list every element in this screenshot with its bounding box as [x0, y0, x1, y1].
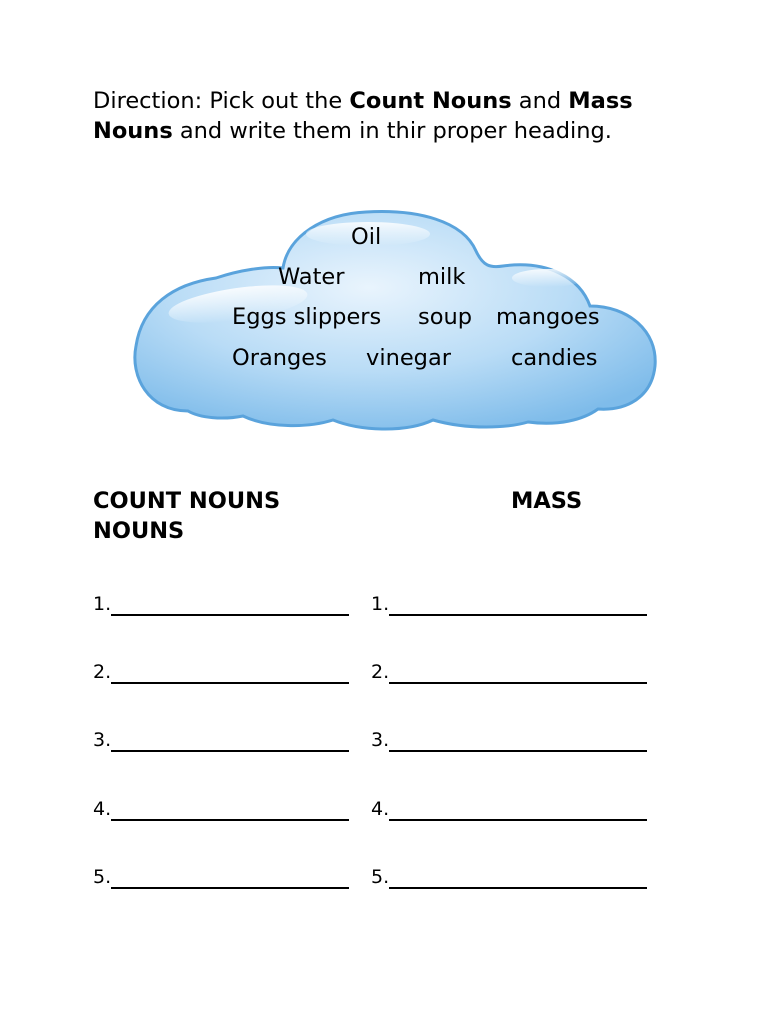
- count-answer-row: [93, 797, 349, 821]
- mass-answer-number: 4.: [371, 798, 390, 820]
- count-answer-blank[interactable]: [111, 801, 349, 821]
- count-answer-row: [93, 728, 349, 752]
- count-answer-blank[interactable]: [111, 869, 349, 889]
- mass-answer-blank[interactable]: [389, 596, 647, 616]
- count-answer-number: 3.: [93, 729, 112, 751]
- cloud-word-milk: milk: [418, 264, 466, 290]
- cloud-word-oil: Oil: [351, 224, 382, 250]
- cloud-word-candies: candies: [511, 345, 598, 371]
- cloud-word-soup: soup: [418, 304, 473, 330]
- count-answer-blank[interactable]: [111, 732, 349, 752]
- direction-prefix: Direction: Pick out the: [93, 88, 350, 114]
- mass-answer-number: 5.: [371, 866, 390, 888]
- count-answer-row: [93, 660, 349, 684]
- count-answer-number: 5.: [93, 866, 112, 888]
- mass-answer-blank[interactable]: [389, 732, 647, 752]
- mass-answer-row: [371, 660, 647, 684]
- mass-answer-row: [371, 728, 647, 752]
- mass-answer-number: 2.: [371, 661, 390, 683]
- cloud-word-water: Water: [278, 264, 345, 290]
- count-answer-row: [93, 865, 349, 889]
- count-answer-number: 1.: [93, 593, 112, 615]
- mass-answer-number: 3.: [371, 729, 390, 751]
- direction-count-nouns: Count Nouns: [349, 88, 512, 114]
- cloud-word-vinegar: vinegar: [366, 345, 451, 371]
- mass-answer-row: [371, 797, 647, 821]
- mass-answer-blank[interactable]: [389, 801, 647, 821]
- cloud-word-eggs-slippers: Eggs slippers: [232, 304, 382, 330]
- direction-suffix: and write them in thir proper heading.: [172, 118, 612, 144]
- mass-answer-number: 1.: [371, 593, 390, 615]
- word-cloud: [128, 206, 662, 438]
- count-answer-row: [93, 592, 349, 616]
- mass-answer-blank[interactable]: [389, 869, 647, 889]
- mass-nouns-heading-line2: NOUNS: [93, 518, 185, 544]
- count-nouns-heading: COUNT NOUNS: [93, 488, 281, 514]
- count-answer-blank[interactable]: [111, 596, 349, 616]
- direction-text: [93, 86, 683, 146]
- mass-answer-blank[interactable]: [389, 664, 647, 684]
- direction-middle: and: [511, 88, 569, 114]
- direction-mass-nouns: Mass Nouns: [93, 88, 633, 144]
- count-answer-blank[interactable]: [111, 664, 349, 684]
- mass-nouns-heading-line1: MASS: [511, 488, 583, 514]
- cloud-highlight-right: [512, 269, 584, 287]
- mass-answer-row: [371, 592, 647, 616]
- mass-answer-row: [371, 865, 647, 889]
- count-answer-number: 2.: [93, 661, 112, 683]
- cloud-word-oranges: Oranges: [232, 345, 327, 371]
- count-answer-number: 4.: [93, 798, 112, 820]
- cloud-word-mangoes: mangoes: [496, 304, 600, 330]
